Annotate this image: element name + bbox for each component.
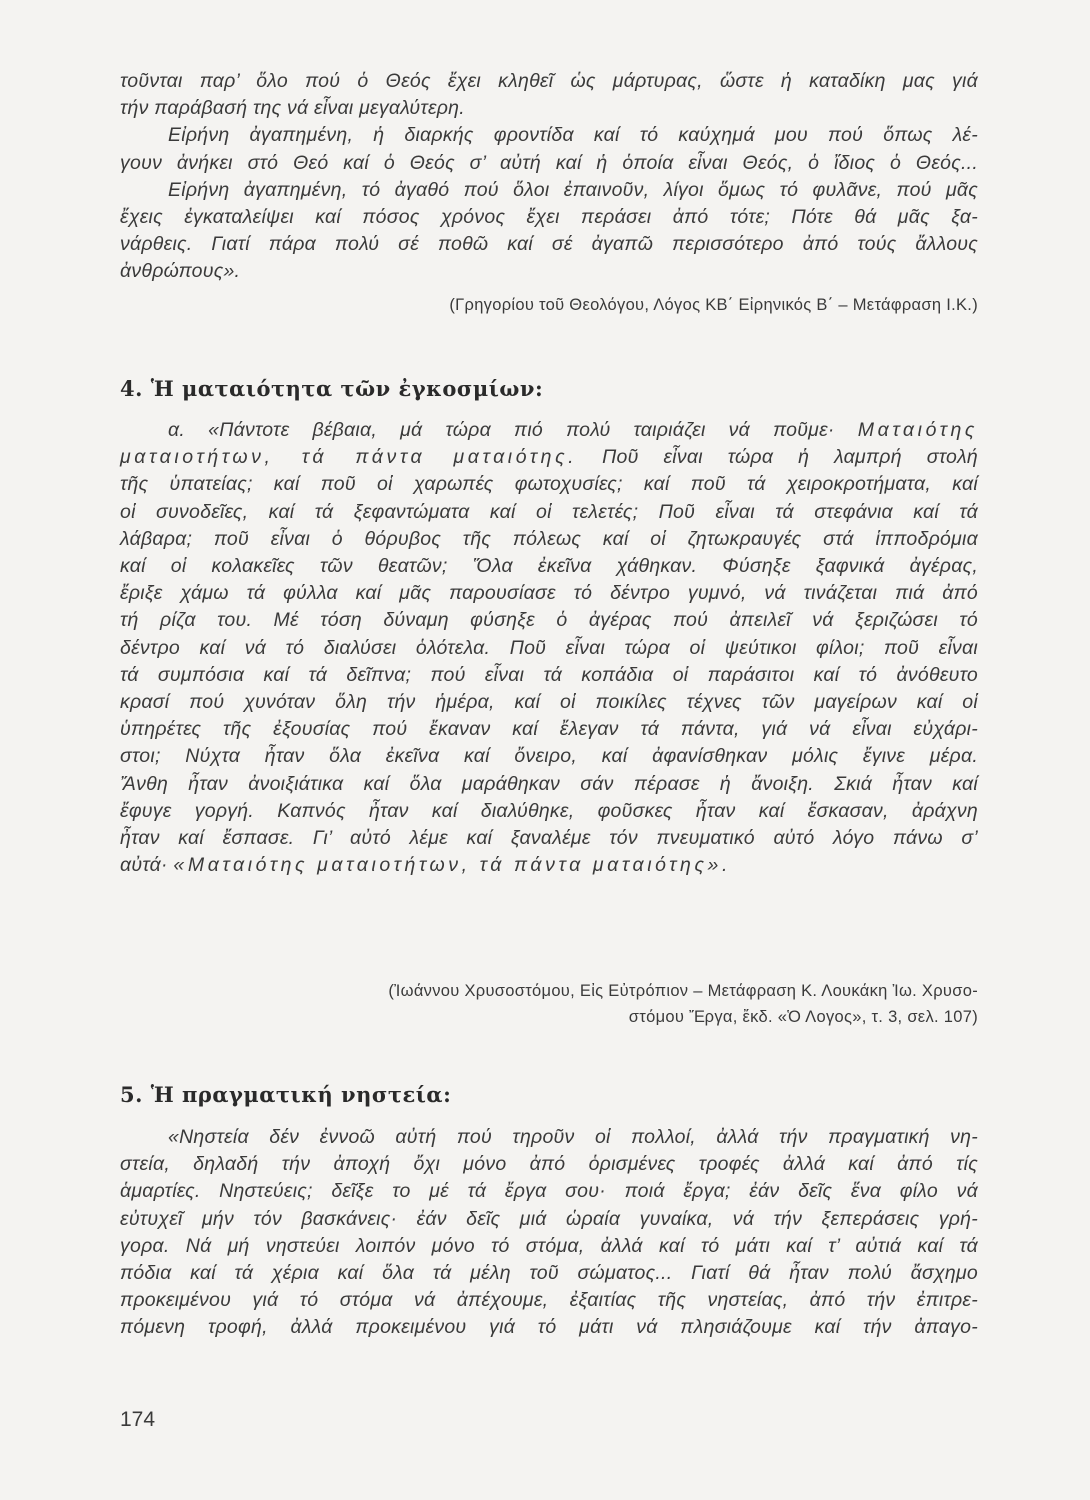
text-line: πόμενη τροφή, ἀλλά προκειμένου γιά τό μάτι νά πλησιάζουμε καί τήν ἀπαγο-	[120, 1316, 978, 1339]
text-line: Εἰρήνη ἀγαπημένη, ἡ διαρκής φροντίδα καί τό καύχημά μου πού ὅπως λέ-	[168, 124, 978, 147]
section-4-citation	[120, 978, 978, 1030]
text-line: Ἄνθη ἦταν ἀνοιξιάτικα καί ὅλα μαράθηκαν σάν πέρασε ἡ ἄνοιξη. Σκιά ἦταν καί	[120, 772, 978, 795]
text-span: αὐτά·	[120, 854, 168, 877]
emphasis-span: Ματαιότης	[857, 419, 979, 441]
text-line	[120, 444, 978, 471]
text-line: λάβαρα; ποῦ εἶναι ὁ θόρυβος τῆς πόλεως καί οἱ ζητωκραυγές στά ἱπποδρόμια	[120, 527, 978, 550]
text-line: ἔχεις ἐγκαταλείψει καί πόσος χρόνος ἔχει περάσει ἀπό τότε; Πότε θά μᾶς ξα-	[120, 206, 978, 229]
text-line: τή ρίζα του. Μέ τόση δύναμη φύσηξε ὁ ἀγέρας πού ἀπειλεῖ νά ξεριζώσει τό	[120, 609, 978, 632]
text-line: τήν παράβασή της νά εἶναι μεγαλύτερη.	[120, 97, 465, 120]
text-line: στεία, δηλαδή τήν ἀποχή ὄχι μόνο ἀπό ὁρισμένες τροφές ἀλλά καί ἀπό τίς	[120, 1153, 978, 1176]
emphasis-span: ματαιοτήτων, τά πάντα ματαιότης.	[120, 446, 578, 469]
section-5-body	[120, 1124, 978, 1342]
text-line: οἱ συνοδεῖες, καί τά ξεφαντώματα καί οἱ τελετές; Ποῦ εἶναι τά στεφάνια καί τά	[120, 500, 978, 523]
section-heading-5: 5. Ἡ πραγματική νηστεία:	[120, 1082, 452, 1107]
page-number: 174	[120, 1408, 156, 1431]
section-4-body	[120, 417, 978, 879]
top-passage	[120, 68, 978, 318]
text-line	[120, 417, 978, 444]
text-line: ἁμαρτίες. Νηστεύεις; δεῖξε το μέ τά ἔργα σου· ποιά ἔργα; ἐάν δεῖς ἕνα φίλο νά	[120, 1180, 978, 1203]
text-line: εὐτυχεῖ μήν τόν βασκάνεις· ἐάν δεῖς μιά ὡραία γυναίκα, νά τήν ξεπεράσεις γρή-	[120, 1207, 978, 1230]
text-line: τά συμπόσια καί τά δεῖπνα; πού εἶναι τά κοπάδια οἱ παράσιτοι καί τό ἀνόθευτο	[120, 663, 978, 686]
text-line: ἦταν καί ἔσπασε. Γι’ αὐτό λέμε καί ξαναλέμε τόν πνευματικό αὐτό λόγο πάνω σ’	[120, 827, 978, 850]
text-line: τοῦνται παρ’ ὅλο πού ὁ Θεός ἔχει κληθεῖ ὡς μάρτυρας, ὥστε ἡ καταδίκη μας γιά	[120, 70, 978, 92]
section-heading-4: 4. Ἡ ματαιότητα τῶν ἐγκοσμίων:	[120, 376, 544, 401]
emphasis-span: «Ματαιότης ματαιοτήτων, τά πάντα ματαιότης».	[173, 854, 732, 877]
text-line: κρασί πού χυνόταν ὅλη τήν ἡμέρα, καί οἱ ποικίλες τέχνες τῶν μαγείρων καί οἱ	[120, 691, 978, 714]
text-line: «Νηστεία δέν ἐννοῶ αὐτή πού τηροῦν οἱ πολλοί, ἀλλά τήν πραγματική νη-	[168, 1126, 978, 1148]
text-line: ὑπηρέτες τῆς ἐξουσίας πού ἔκαναν καί ἔλεγαν τά πάντα, γιά νά εἶναι εὐχάρι-	[120, 718, 978, 741]
text-line: ἔριξε χάμω τά φύλλα καί μᾶς παρουσίασε τό δέντρο γυμνό, νά τινάζεται πιά ἀπό	[120, 582, 978, 605]
text-line	[120, 852, 978, 879]
text-line: γορα. Νά μή νηστεύει λοιπόν μόνο τό στόμα, ἀλλά καί τό μάτι καί τ’ αὐτιά καί τά	[120, 1234, 978, 1257]
citation: (Γρηγορίου τοῦ Θεολόγου, Λόγος ΚΒ΄ Εἰρηνικός Β΄ – Μετάφραση Ι.Κ.)	[449, 295, 978, 314]
text-line: καί οἱ κολακεῖες τῶν θεατῶν; Ὅλα ἐκεῖνα χάθηκαν. Φύσηξε ξαφνικά ἀγέρας,	[120, 555, 978, 578]
text-span: Ποῦ εἶναι τώρα ἡ λαμπρή στολή	[602, 446, 978, 469]
text-line: γουν ἀνήκει στό Θεό καί ὁ Θεός σ’ αὐτή καί ἡ ὁποία εἶναι Θεός, ὁ ἴδιος ὁ Θεός...	[120, 151, 978, 174]
citation-line: στόμου Ἔργα, ἔκδ. «Ὁ Λογος», τ. 3, σελ. 107)	[628, 1008, 978, 1026]
citation-line: (Ἰωάννου Χρυσοστόμου, Εἰς Εὐτρόπιον – Μετάφραση Κ. Λουκάκη Ἰω. Χρυσο-	[388, 982, 978, 1000]
text-line: πόδια καί τά χέρια καί ὅλα τά μέλη τοῦ σώματος... Γιατί θά ἦταν πολύ ἄσχημο	[120, 1262, 978, 1285]
text-span: α. «Πάντοτε βέβαια, μά τώρα πιό πολύ ταιριάζει νά ποῦμε·	[168, 419, 835, 441]
text-line: προκειμένου γιά τό στόμα νά ἀπέχουμε, ἐξαιτίας τῆς νηστείας, ἀπό τήν ἐπιτρε-	[120, 1289, 978, 1312]
text-line: δέντρο καί νά τό διαλύσει ὁλότελα. Ποῦ εἶναι τώρα οἱ ψεύτικοι φίλοι; ποῦ εἶναι	[120, 636, 978, 659]
text-line: τῆς ὑπατείας; καί ποῦ οἱ χαρωπές φωτοχυσίες; καί ποῦ τά χειροκροτήματα, καί	[120, 473, 978, 496]
text-line: νάρθεις. Γιατί πάρα πολύ σέ ποθῶ καί σέ ἀγαπῶ περισσότερο ἀπό τούς ἄλλους	[120, 233, 978, 256]
text-line: Εἰρήνη ἀγαπημένη, τό ἀγαθό πού ὅλοι ἐπαινοῦν, λίγοι ὅμως τό φυλᾶνε, πού μᾶς	[168, 178, 978, 201]
text-line: στοι; Νύχτα ἦταν ὅλα ἐκεῖνα καί ὄνειρο, καί ἀφανίσθηκαν μόλις ἔγινε μέρα.	[120, 745, 978, 768]
text-line: ἀνθρώπους».	[120, 260, 241, 283]
text-line: ἔφυγε γοργή. Καπνός ἦταν καί διαλύθηκε, φοῦσκες ἦταν καί ἔσκασαν, ἀράχνη	[120, 799, 978, 822]
